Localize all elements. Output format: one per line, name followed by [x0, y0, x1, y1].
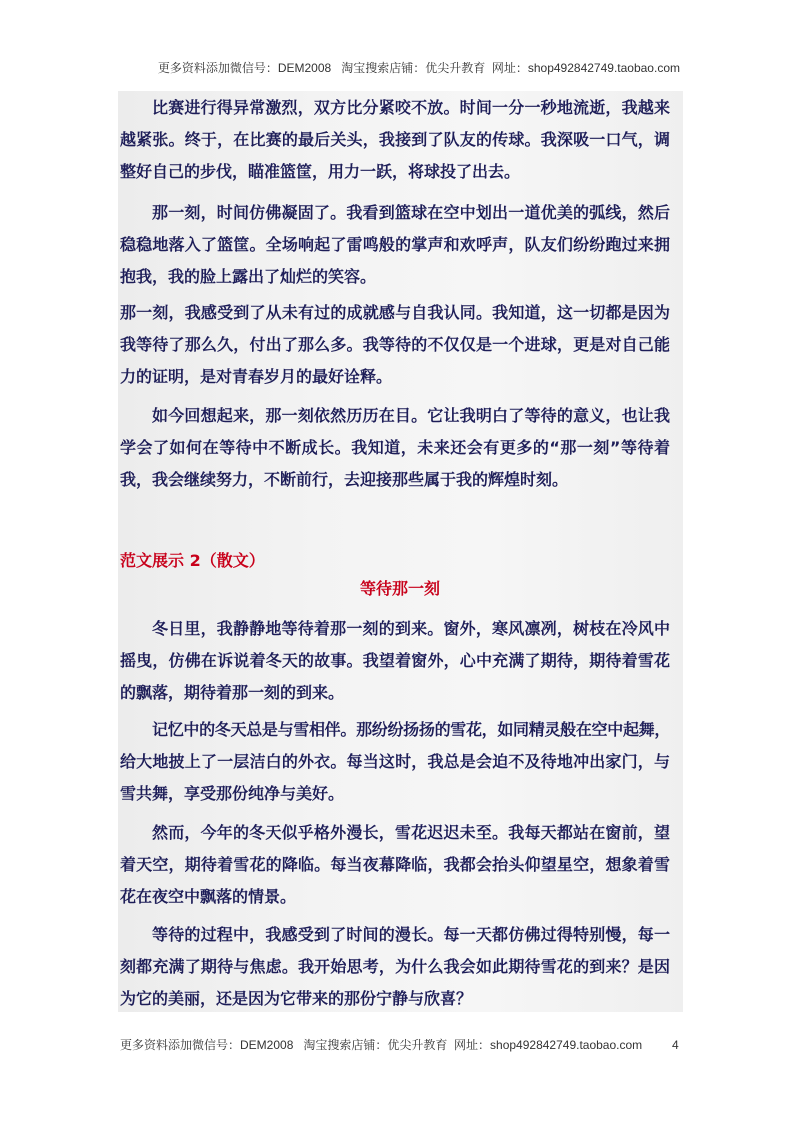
- text-line: 学会了如何在等待中不断成长。我知道，未来还会有更多的“那一刻”等待着: [120, 438, 670, 457]
- paragraph: [120, 92, 670, 188]
- paragraph: [120, 613, 670, 709]
- text-line: 抱我，我的脸上露出了灿烂的笑容。: [120, 267, 377, 286]
- text-line: 着天空，期待着雪花的降临。每当夜幕降临，我都会抬头仰望星空，想象着雪: [120, 855, 670, 874]
- paragraph: [120, 197, 670, 293]
- paragraph: [120, 714, 670, 810]
- text-line: 如今回想起来，那一刻依然历历在目。它让我明白了等待的意义，也让我: [152, 406, 670, 425]
- section-label: 范文展示 2（散文）: [120, 551, 265, 570]
- text-line: 雪共舞，享受那份纯净与美好。: [120, 784, 345, 803]
- paragraph: [120, 297, 670, 393]
- text-line: 给大地披上了一层洁白的外衣。每当这时，我总是会迫不及待地冲出家门，与: [120, 752, 670, 771]
- text-line: 的飘落，期待着那一刻的到来。: [120, 683, 345, 702]
- text-line: 越紧张。终于，在比赛的最后关头，我接到了队友的传球。我深吸一口气，调: [120, 130, 670, 149]
- text-line: 那一刻，我感受到了从未有过的成就感与自我认同。我知道，这一切都是因为: [120, 303, 670, 322]
- text-line: 摇曳，仿佛在诉说着冬天的故事。我望着窗外，心中充满了期待，期待着雪花: [120, 651, 670, 670]
- paragraph: [120, 400, 670, 496]
- page-header: 更多资料添加微信号：DEM2008 淘宝搜索店铺：优尖升教育 网址：shop492842749.taobao.com: [157, 61, 680, 75]
- paragraph: [120, 817, 670, 913]
- text-line: 我等待了那么久，付出了那么多。我等待的不仅仅是一个进球，更是对自己能: [120, 335, 670, 354]
- text-line: 我，我会继续努力，不断前行，去迎接那些属于我的辉煌时刻。: [120, 470, 569, 489]
- text-line: 比赛进行得异常激烈，双方比分紧咬不放。时间一分一秒地流逝，我越来: [152, 98, 670, 117]
- text-line: 稳稳地落入了篮筐。全场响起了雷鸣般的掌声和欢呼声，队友们纷纷跑过来拥: [120, 235, 670, 254]
- text-line: 整好自己的步伐，瞄准篮筐，用力一跃，将球投了出去。: [120, 162, 521, 181]
- text-line: 花在夜空中飘落的情景。: [120, 887, 297, 906]
- text-line: 然而，今年的冬天似乎格外漫长，雪花迟迟未至。我每天都站在窗前，望: [152, 823, 670, 842]
- page-footer: 更多资料添加微信号：DEM2008 淘宝搜索店铺：优尖升教育 网址：shop492842749.taobao.com: [120, 1038, 643, 1052]
- text-line: 等待的过程中，我感受到了时间的漫长。每一天都仿佛过得特别慢，每一: [152, 925, 670, 944]
- text-line: 记忆中的冬天总是与雪相伴。那纷纷扬扬的雪花，如同精灵般在空中起舞，: [152, 720, 670, 739]
- text-line: 冬日里，我静静地等待着那一刻的到来。窗外，寒风凛冽，树枝在冷风中: [152, 619, 670, 638]
- text-line: 刻都充满了期待与焦虑。我开始思考，为什么我会如此期待雪花的到来？是因: [120, 957, 670, 976]
- essay-title: 等待那一刻: [359, 579, 440, 598]
- text-line: 力的证明，是对青春岁月的最好诠释。: [120, 367, 393, 386]
- paragraph: [120, 919, 670, 1015]
- text-line: 那一刻，时间仿佛凝固了。我看到篮球在空中划出一道优美的弧线，然后: [152, 203, 670, 222]
- page-number: 4: [672, 1038, 679, 1052]
- text-line: 为它的美丽，还是因为它带来的那份宁静与欣喜？: [120, 989, 473, 1008]
